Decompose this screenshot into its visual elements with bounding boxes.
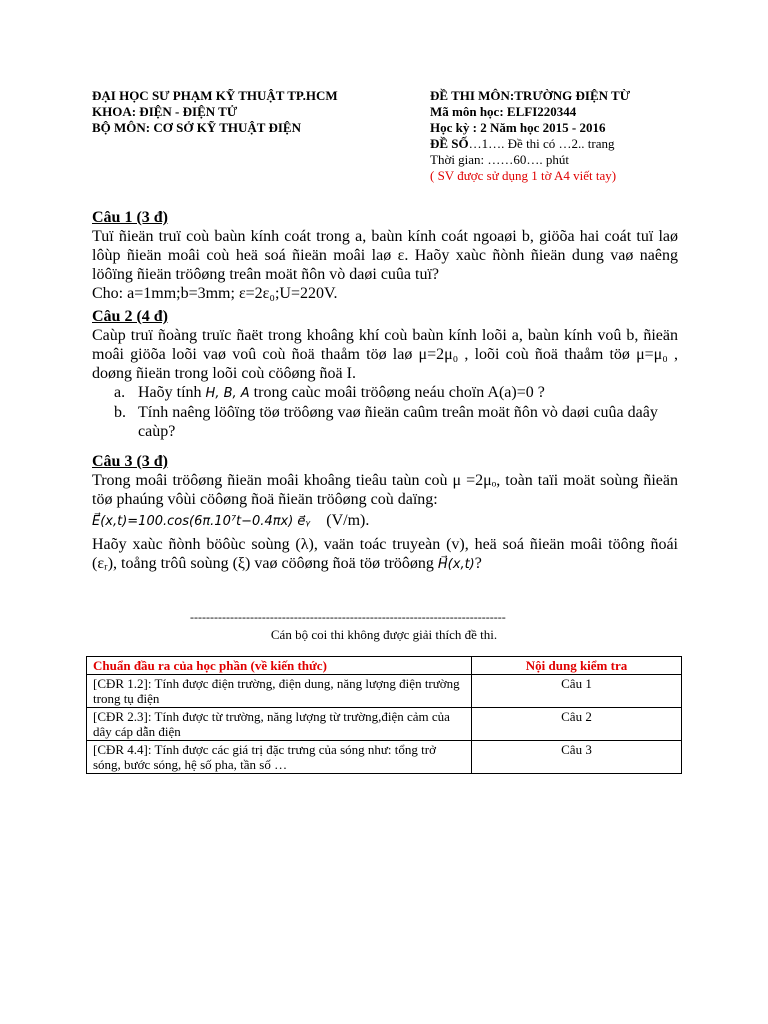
outcome-cell: [CĐR 1.2]: Tính được điện trường, điện dung, năng lượng điện trường trong tụ điện	[87, 675, 472, 708]
question-2	[92, 307, 678, 441]
question-1-given: Cho: a=1mm;b=3mm; ε=2ε₀;U=220V.	[92, 285, 338, 302]
item-a-post: trong caùc moâi tröôøng neáu choïn A(a)=0 ?	[253, 384, 545, 401]
formula-unit: (V/m).	[326, 512, 370, 529]
item-b-text: Tính naêng löôïng töø tröôøng vaø ñieän caûm treân moät ñôn vò daøi cuûa daây caùp?	[138, 404, 658, 440]
question-2-item-b	[114, 403, 678, 441]
exam-note: ( SV được sử dụng 1 tờ A4 viết tay)	[430, 168, 617, 183]
course-code: Mã môn học: ELFI220344	[430, 104, 577, 119]
table-row	[87, 708, 682, 741]
outcome-cell: [CĐR 2.3]: Tính được từ trường, năng lượng từ trường,điện cảm của dây cáp dẫn điện	[87, 708, 472, 741]
table-row	[87, 675, 682, 708]
question-3-text-2: Haõy xaùc ñònh böôùc soùng (λ), vaän toác truyeàn (v), heä soá ñieän moâi töông ñoái (εᵣ), toång trôû soùng (ξ) vaø cöôøng ñoä töø tröôøng	[92, 536, 678, 572]
magnetic-field-symbol: H⃗(x,t)	[437, 557, 475, 572]
table-header-row	[87, 657, 682, 675]
exam-number-label: ĐỀ SỐ	[430, 136, 469, 151]
question-1	[92, 208, 678, 303]
column-header-content: Nội dung kiểm tra	[472, 657, 682, 675]
university-name: ĐẠI HỌC SƯ PHẠM KỸ THUẬT TP.HCM	[92, 88, 338, 103]
question-3	[92, 452, 678, 574]
faculty-name: KHOA: ĐIỆN - ĐIỆN TỬ	[92, 104, 238, 119]
proctor-note: Cán bộ coi thi không được giải thích đề thi.	[270, 627, 498, 642]
learning-outcomes-table	[86, 656, 682, 774]
question-1-text: Tuï ñieän truï coù baùn kính coát trong a, baùn kính coát ngoaøi b, giöõa hai coát tuï laø lôùp ñieän moâi coù heä soá ñieän moâi laø ε. Haõy xaùc ñònh ñieän dung vaø naêng löôïng ñieän tröôøng treân moät ñôn vò daøi cuûa tuï?	[92, 228, 678, 283]
header-left	[92, 88, 338, 136]
department-name: BỘ MÔN: CƠ SỞ KỸ THUẬT ĐIỆN	[92, 120, 301, 135]
question-1-title: Câu 1 (3 đ)	[92, 209, 169, 226]
question-3-text: Trong moâi tröôøng ñieän moâi khoâng tieâu taùn coù μ =2μₒ, toàn taïi moät soùng ñieän töø phaúng vôùi cöôøng ñoä ñieän tröôøng coù daïng:	[92, 472, 678, 508]
table-row	[87, 741, 682, 774]
item-a-label: a.	[114, 384, 126, 401]
content-cell: Câu 3	[472, 741, 682, 774]
exam-time: Thời gian: ……60…. phút	[430, 152, 570, 167]
question-3-end: ?	[474, 555, 482, 572]
outcome-cell: [CĐR 4.4]: Tính được các giá trị đặc trưng của sóng như: tổng trở sóng, bước sóng, hệ số pha, tần số …	[87, 741, 472, 774]
exam-subject: ĐỀ THI MÔN:TRƯỜNG ĐIỆN TỪ	[430, 88, 631, 103]
question-2-title: Câu 2 (4 đ)	[92, 308, 169, 325]
content-cell: Câu 2	[472, 708, 682, 741]
question-2-item-a	[114, 383, 678, 403]
content-cell: Câu 1	[472, 675, 682, 708]
question-2-text: Caùp truï ñoàng truïc ñaët trong khoâng khí coù baùn kính loõi a, baùn kính voû b, ñieän moâi giöõa loõi vaø voû coù ñoä thaåm töø laø μ=2μ₀ , loõi coù ñoä thaåm töø μ=μ₀ , doøng ñieän trong loõi coù cöôøng ñoä I.	[92, 327, 678, 382]
item-a-symbols: H, B, A	[205, 386, 250, 401]
column-header-outcome: Chuẩn đầu ra của học phần (về kiến thức)	[87, 657, 472, 675]
item-b-label: b.	[114, 404, 126, 421]
exam-number-rest: …1…. Đề thi có …2.. trang	[468, 136, 615, 151]
field-formula: E⃗(x,t)=100.cos(6π.10⁷t−0.4πx) e⃗ᵧ	[92, 514, 311, 529]
semester: Học kỳ : 2 Năm học 2015 - 2016	[430, 120, 606, 135]
header-right	[430, 88, 630, 184]
item-a-pre: Haõy tính	[138, 384, 202, 401]
question-3-title: Câu 3 (3 đ)	[92, 453, 169, 470]
divider-line: -------------------------------------------------------------------------------	[190, 610, 506, 624]
exam-number	[430, 136, 630, 152]
